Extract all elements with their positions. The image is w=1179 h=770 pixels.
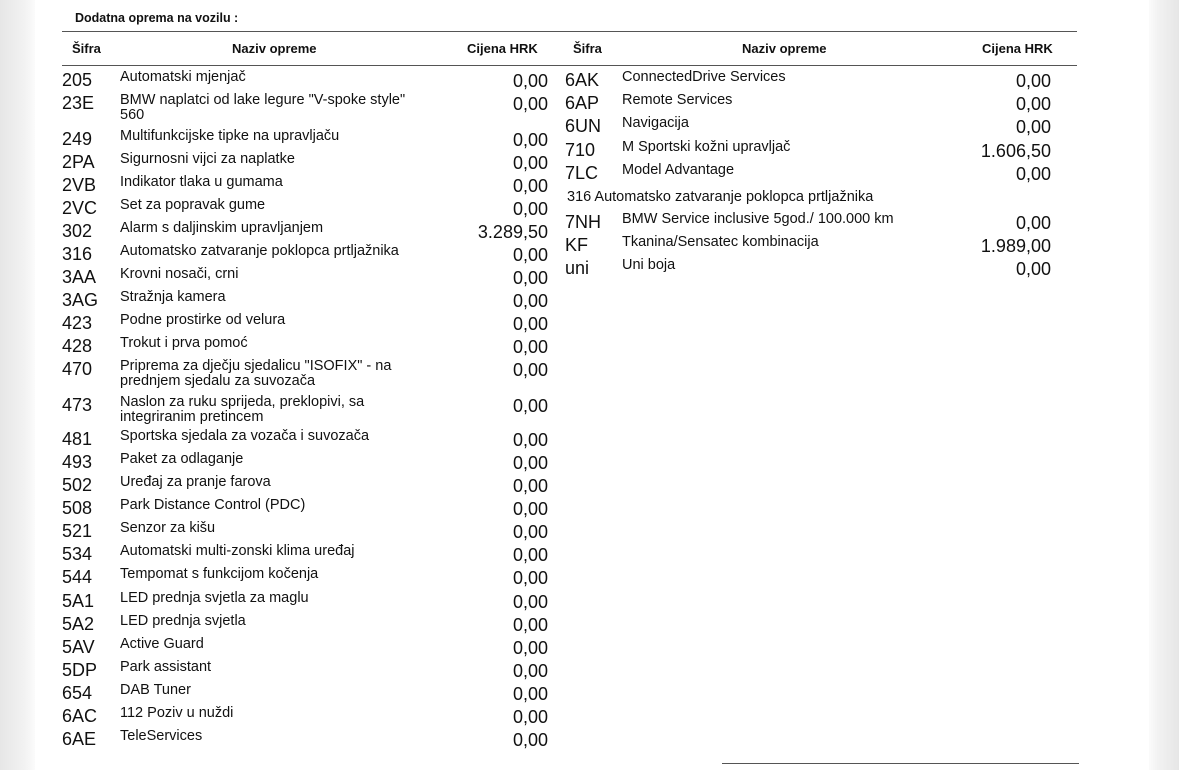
item-code: 470 <box>62 359 93 379</box>
item-code: 428 <box>62 336 93 356</box>
item-code: 205 <box>62 70 93 90</box>
item-price: 0,00 <box>512 453 548 473</box>
item-name: Set za popravak gume <box>120 197 266 213</box>
item-price: 0,00 <box>1015 164 1051 184</box>
item-name: Priprema za dječju sjedalicu "ISOFIX" - na prednjem sjedalu za suvozača <box>120 358 392 389</box>
item-code: 473 <box>62 395 93 415</box>
item-name: Park assistant <box>120 659 212 675</box>
item-name: Multifunkcijske tipke na upravljaču <box>120 128 340 144</box>
item-name: Naslon za ruku sprijeda, preklopivi, sa integriranim pretincem <box>120 394 365 425</box>
item-price: 0,00 <box>512 94 548 114</box>
item-price: 0,00 <box>512 396 548 416</box>
item-name: DAB Tuner <box>120 682 191 698</box>
item-code: 6AK <box>565 70 600 90</box>
item-code: 710 <box>565 140 596 160</box>
item-code: 23E <box>62 93 95 113</box>
item-price: 0,00 <box>512 522 548 542</box>
item-name: Uni boja <box>622 257 676 273</box>
item-price: 0,00 <box>512 568 548 588</box>
item-name: LED prednja svjetla <box>120 613 246 629</box>
header-bottom-rule <box>62 65 1077 66</box>
item-code: 2VB <box>62 175 97 195</box>
item-name: Active Guard <box>120 636 204 652</box>
item-name: TeleServices <box>120 728 203 744</box>
item-code: uni <box>565 258 590 278</box>
item-price: 0,00 <box>512 730 548 750</box>
header-price-left: Cijena HRK <box>467 41 538 56</box>
item-code: 5DP <box>62 660 98 680</box>
item-price: 0,00 <box>512 176 548 196</box>
item-code: 502 <box>62 475 93 495</box>
item-price: 0,00 <box>512 499 548 519</box>
item-price: 0,00 <box>512 707 548 727</box>
item-code: 6UN <box>565 116 602 136</box>
header-name-right: Naziv opreme <box>742 41 827 56</box>
item-price: 0,00 <box>1015 117 1051 137</box>
header-name-left: Naziv opreme <box>232 41 317 56</box>
item-price: 0,00 <box>1015 213 1051 233</box>
item-code: 2VC <box>62 198 98 218</box>
item-price: 0,00 <box>1015 94 1051 114</box>
header-top-rule <box>62 31 1077 32</box>
item-name: Indikator tlaka u gumama <box>120 174 283 190</box>
item-price: 0,00 <box>512 592 548 612</box>
item-name: 112 Poziv u nuždi <box>120 705 234 721</box>
item-code: 534 <box>62 544 93 564</box>
item-price: 0,00 <box>512 71 548 91</box>
item-price: 0,00 <box>512 291 548 311</box>
item-name: Krovni nosači, crni <box>120 266 239 282</box>
item-price: 0,00 <box>512 268 548 288</box>
item-name: Stražnja kamera <box>120 289 226 305</box>
item-name: Sportska sjedala za vozača i suvozača <box>120 428 370 444</box>
item-code: 423 <box>62 313 93 333</box>
item-code: 7LC <box>565 163 599 183</box>
item-code: 6AE <box>62 729 97 749</box>
item-code: 544 <box>62 567 93 587</box>
item-price: 0,00 <box>512 476 548 496</box>
item-name: Automatsko zatvaranje poklopca prtljažnika <box>120 243 399 259</box>
item-price: 0,00 <box>512 130 548 150</box>
item-price: 0,00 <box>512 314 548 334</box>
item-price: 0,00 <box>512 615 548 635</box>
item-name: Navigacija <box>622 115 689 131</box>
item-code: 316 <box>62 244 93 264</box>
item-code: 3AA <box>62 267 97 287</box>
page-edge-right <box>1149 0 1179 770</box>
item-name: Model Advantage <box>622 162 735 178</box>
item-code: 6AC <box>62 706 98 726</box>
item-price: 0,00 <box>1015 71 1051 91</box>
item-code: 508 <box>62 498 93 518</box>
item-code: 493 <box>62 452 93 472</box>
item-name: Uređaj za pranje farova <box>120 474 271 490</box>
item-price: 0,00 <box>512 153 548 173</box>
item-code: 3AG <box>62 290 99 310</box>
item-name: M Sportski kožni upravljač <box>622 139 791 155</box>
item-code: KF <box>565 235 589 255</box>
item-code: 6AP <box>565 93 600 113</box>
item-price: 0,00 <box>512 684 548 704</box>
item-name: Automatski multi-zonski klima uređaj <box>120 543 355 559</box>
item-price: 3.289,50 <box>477 222 548 242</box>
item-code: 5AV <box>62 637 95 657</box>
item-price: 0,00 <box>1015 259 1051 279</box>
item-name: Tempomat s funkcijom kočenja <box>120 566 319 582</box>
item-price: 0,00 <box>512 545 548 565</box>
item-name: ConnectedDrive Services <box>622 69 786 85</box>
item-code: 5A1 <box>62 591 95 611</box>
item-name: Alarm s daljinskim upravljanjem <box>120 220 324 236</box>
header-price-right: Cijena HRK <box>982 41 1053 56</box>
item-name: 316 Automatsko zatvaranje poklopca prtljažnika <box>567 189 874 205</box>
item-price: 1.606,50 <box>980 141 1051 161</box>
item-price: 0,00 <box>512 337 548 357</box>
item-code: 249 <box>62 129 93 149</box>
item-code: 5A2 <box>62 614 95 634</box>
item-price: 0,00 <box>512 199 548 219</box>
item-code: 7NH <box>565 212 602 232</box>
item-name: Automatski mjenjač <box>120 69 246 85</box>
item-price: 0,00 <box>512 360 548 380</box>
item-price: 0,00 <box>512 638 548 658</box>
item-name: Podne prostirke od velura <box>120 312 286 328</box>
item-name: Trokut i prva pomoć <box>120 335 248 351</box>
item-code: 302 <box>62 221 93 241</box>
footer-rule <box>722 763 1079 764</box>
item-name: Tkanina/Sensatec kombinacija <box>622 234 819 250</box>
item-price: 0,00 <box>512 661 548 681</box>
item-price: 0,00 <box>512 430 548 450</box>
header-code-right: Šifra <box>573 41 602 56</box>
item-name: Sigurnosni vijci za naplatke <box>120 151 295 167</box>
item-price: 1.989,00 <box>980 236 1051 256</box>
item-name: Remote Services <box>622 92 733 108</box>
item-name: LED prednja svjetla za maglu <box>120 590 309 606</box>
item-name: Senzor za kišu <box>120 520 216 536</box>
header-code-left: Šifra <box>72 41 101 56</box>
section-title: Dodatna oprema na vozilu : <box>75 11 239 25</box>
item-code: 654 <box>62 683 93 703</box>
item-code: 481 <box>62 429 93 449</box>
item-name: Paket za odlaganje <box>120 451 244 467</box>
item-price: 0,00 <box>512 245 548 265</box>
item-name: Park Distance Control (PDC) <box>120 497 306 513</box>
item-code: 2PA <box>62 152 95 172</box>
item-name: BMW naplatci od lake legure "V-spoke style" 560 <box>120 92 406 123</box>
item-code: 521 <box>62 521 93 541</box>
page-edge-left <box>0 0 35 770</box>
item-name: BMW Service inclusive 5god./ 100.000 km <box>622 211 894 227</box>
